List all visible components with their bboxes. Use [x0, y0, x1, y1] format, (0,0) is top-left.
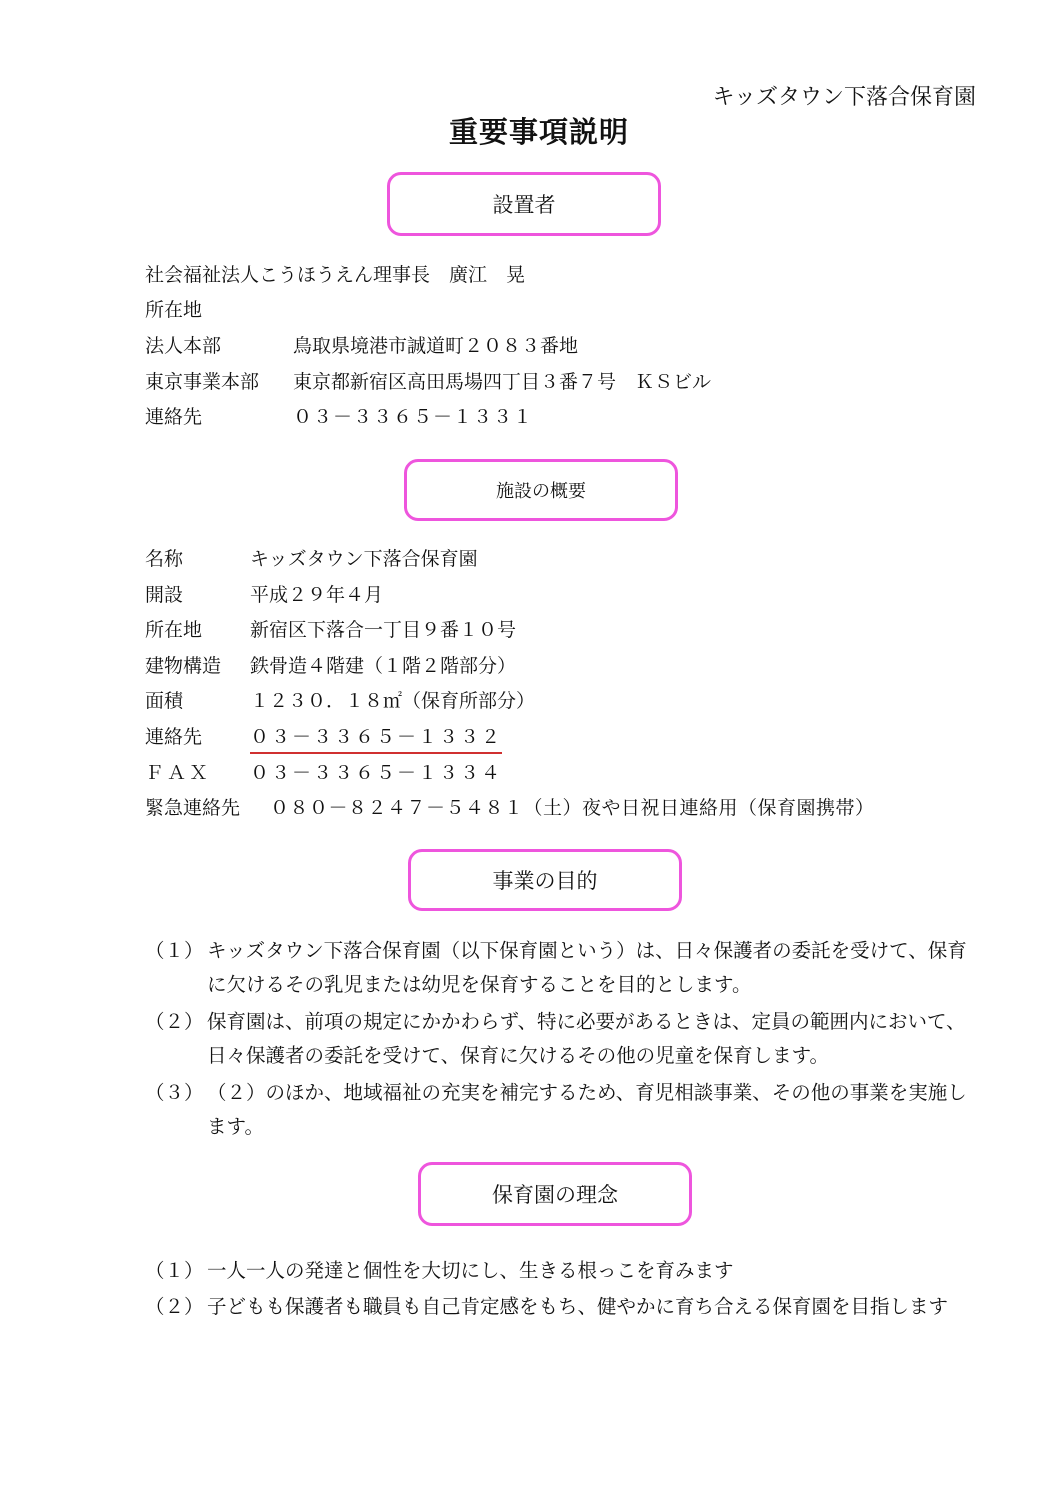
- overview-row-value: １２３０．１８㎡（保育所部分）: [250, 690, 536, 712]
- founder-row-value: 鳥取県境港市誠道町２０８３番地: [293, 335, 579, 357]
- overview-phone-value: ０３－３３６５－１３３２: [250, 724, 502, 754]
- section-heading-philosophy: [418, 1162, 692, 1226]
- founder-row-label: 東京事業本部: [145, 371, 260, 393]
- founder-row-label: 連絡先: [145, 406, 203, 428]
- purpose-item-number: （２）: [145, 1010, 204, 1033]
- overview-row-label: 所在地: [145, 619, 203, 641]
- founder-location-label: 所在地: [145, 299, 203, 321]
- section-heading-founder: [387, 172, 661, 236]
- founder-name-line: 社会福祉法人こうほうえん理事長 廣江 晃: [145, 264, 526, 286]
- purpose-item-number: （３）: [145, 1081, 204, 1104]
- section-heading-founder-label: 設置者: [492, 193, 556, 217]
- overview-row-value: 新宿区下落合一丁目９番１０号: [250, 619, 517, 641]
- overview-row-value: 平成２９年４月: [250, 584, 384, 606]
- overview-row-label: 面積: [145, 690, 184, 712]
- overview-row-value: キッズタウン下落合保育園: [250, 548, 478, 570]
- philosophy-item-text: 子どもも保護者も職員も自己肯定感をもち、健やかに育ち合える保育園を目指します: [207, 1295, 949, 1318]
- founder-row-value: ０３－３３６５－１３３１: [293, 406, 534, 428]
- document-title: 重要事項説明: [448, 115, 629, 149]
- section-heading-overview: [404, 459, 678, 521]
- section-heading-philosophy-label: 保育園の理念: [492, 1183, 618, 1207]
- overview-row-label: 建物構造: [145, 655, 222, 677]
- section-heading-purpose-label: 事業の目的: [492, 869, 598, 893]
- purpose-item-text: （２）のほか、地域福祉の充実を補完するため、育児相談事業、その他の事業を実施します。: [207, 1081, 967, 1138]
- overview-row-value: ０３－３３６５－１３３４: [250, 762, 503, 784]
- purpose-item-text: キッズタウン下落合保育園（以下保育園という）は、日々保護者の委託を受けて、保育に欠けるその乳児または幼児を保育することを目的とします。: [207, 939, 967, 996]
- founder-row-label: 法人本部: [145, 335, 222, 357]
- founder-row-value: 東京都新宿区高田馬場四丁目３番７号 ＫＳビル: [293, 371, 712, 393]
- philosophy-item-number: （１）: [145, 1259, 204, 1282]
- purpose-item-text: 保育園は、前項の規定にかかわらず、特に必要があるときは、定員の範囲内において、日々保護者の委託を受けて、保育に欠けるその他の児童を保育します。: [207, 1010, 966, 1067]
- philosophy-item-text: 一人一人の発達と個性を大切にし、生きる根っこを育みます: [207, 1259, 734, 1282]
- section-heading-purpose: [408, 849, 682, 911]
- overview-row-value: 鉄骨造４階建（１階２階部分）: [250, 655, 517, 677]
- overview-row-label: 名称: [145, 548, 184, 570]
- overview-row-label: ＦＡＸ: [145, 762, 212, 784]
- organization-name: キッズタウン下落合保育園: [712, 85, 976, 110]
- philosophy-item-number: （２）: [145, 1295, 204, 1318]
- overview-row-label: 連絡先: [145, 726, 203, 748]
- section-heading-overview-label: 施設の概要: [496, 481, 586, 502]
- overview-row-label: 緊急連絡先: [145, 797, 241, 819]
- overview-row-label: 開設: [145, 584, 184, 606]
- overview-row-value: ０８０－８２４７－５４８１（土）夜や日祝日連絡用（保育園携帯）: [270, 797, 875, 819]
- purpose-item-number: （１）: [145, 939, 204, 962]
